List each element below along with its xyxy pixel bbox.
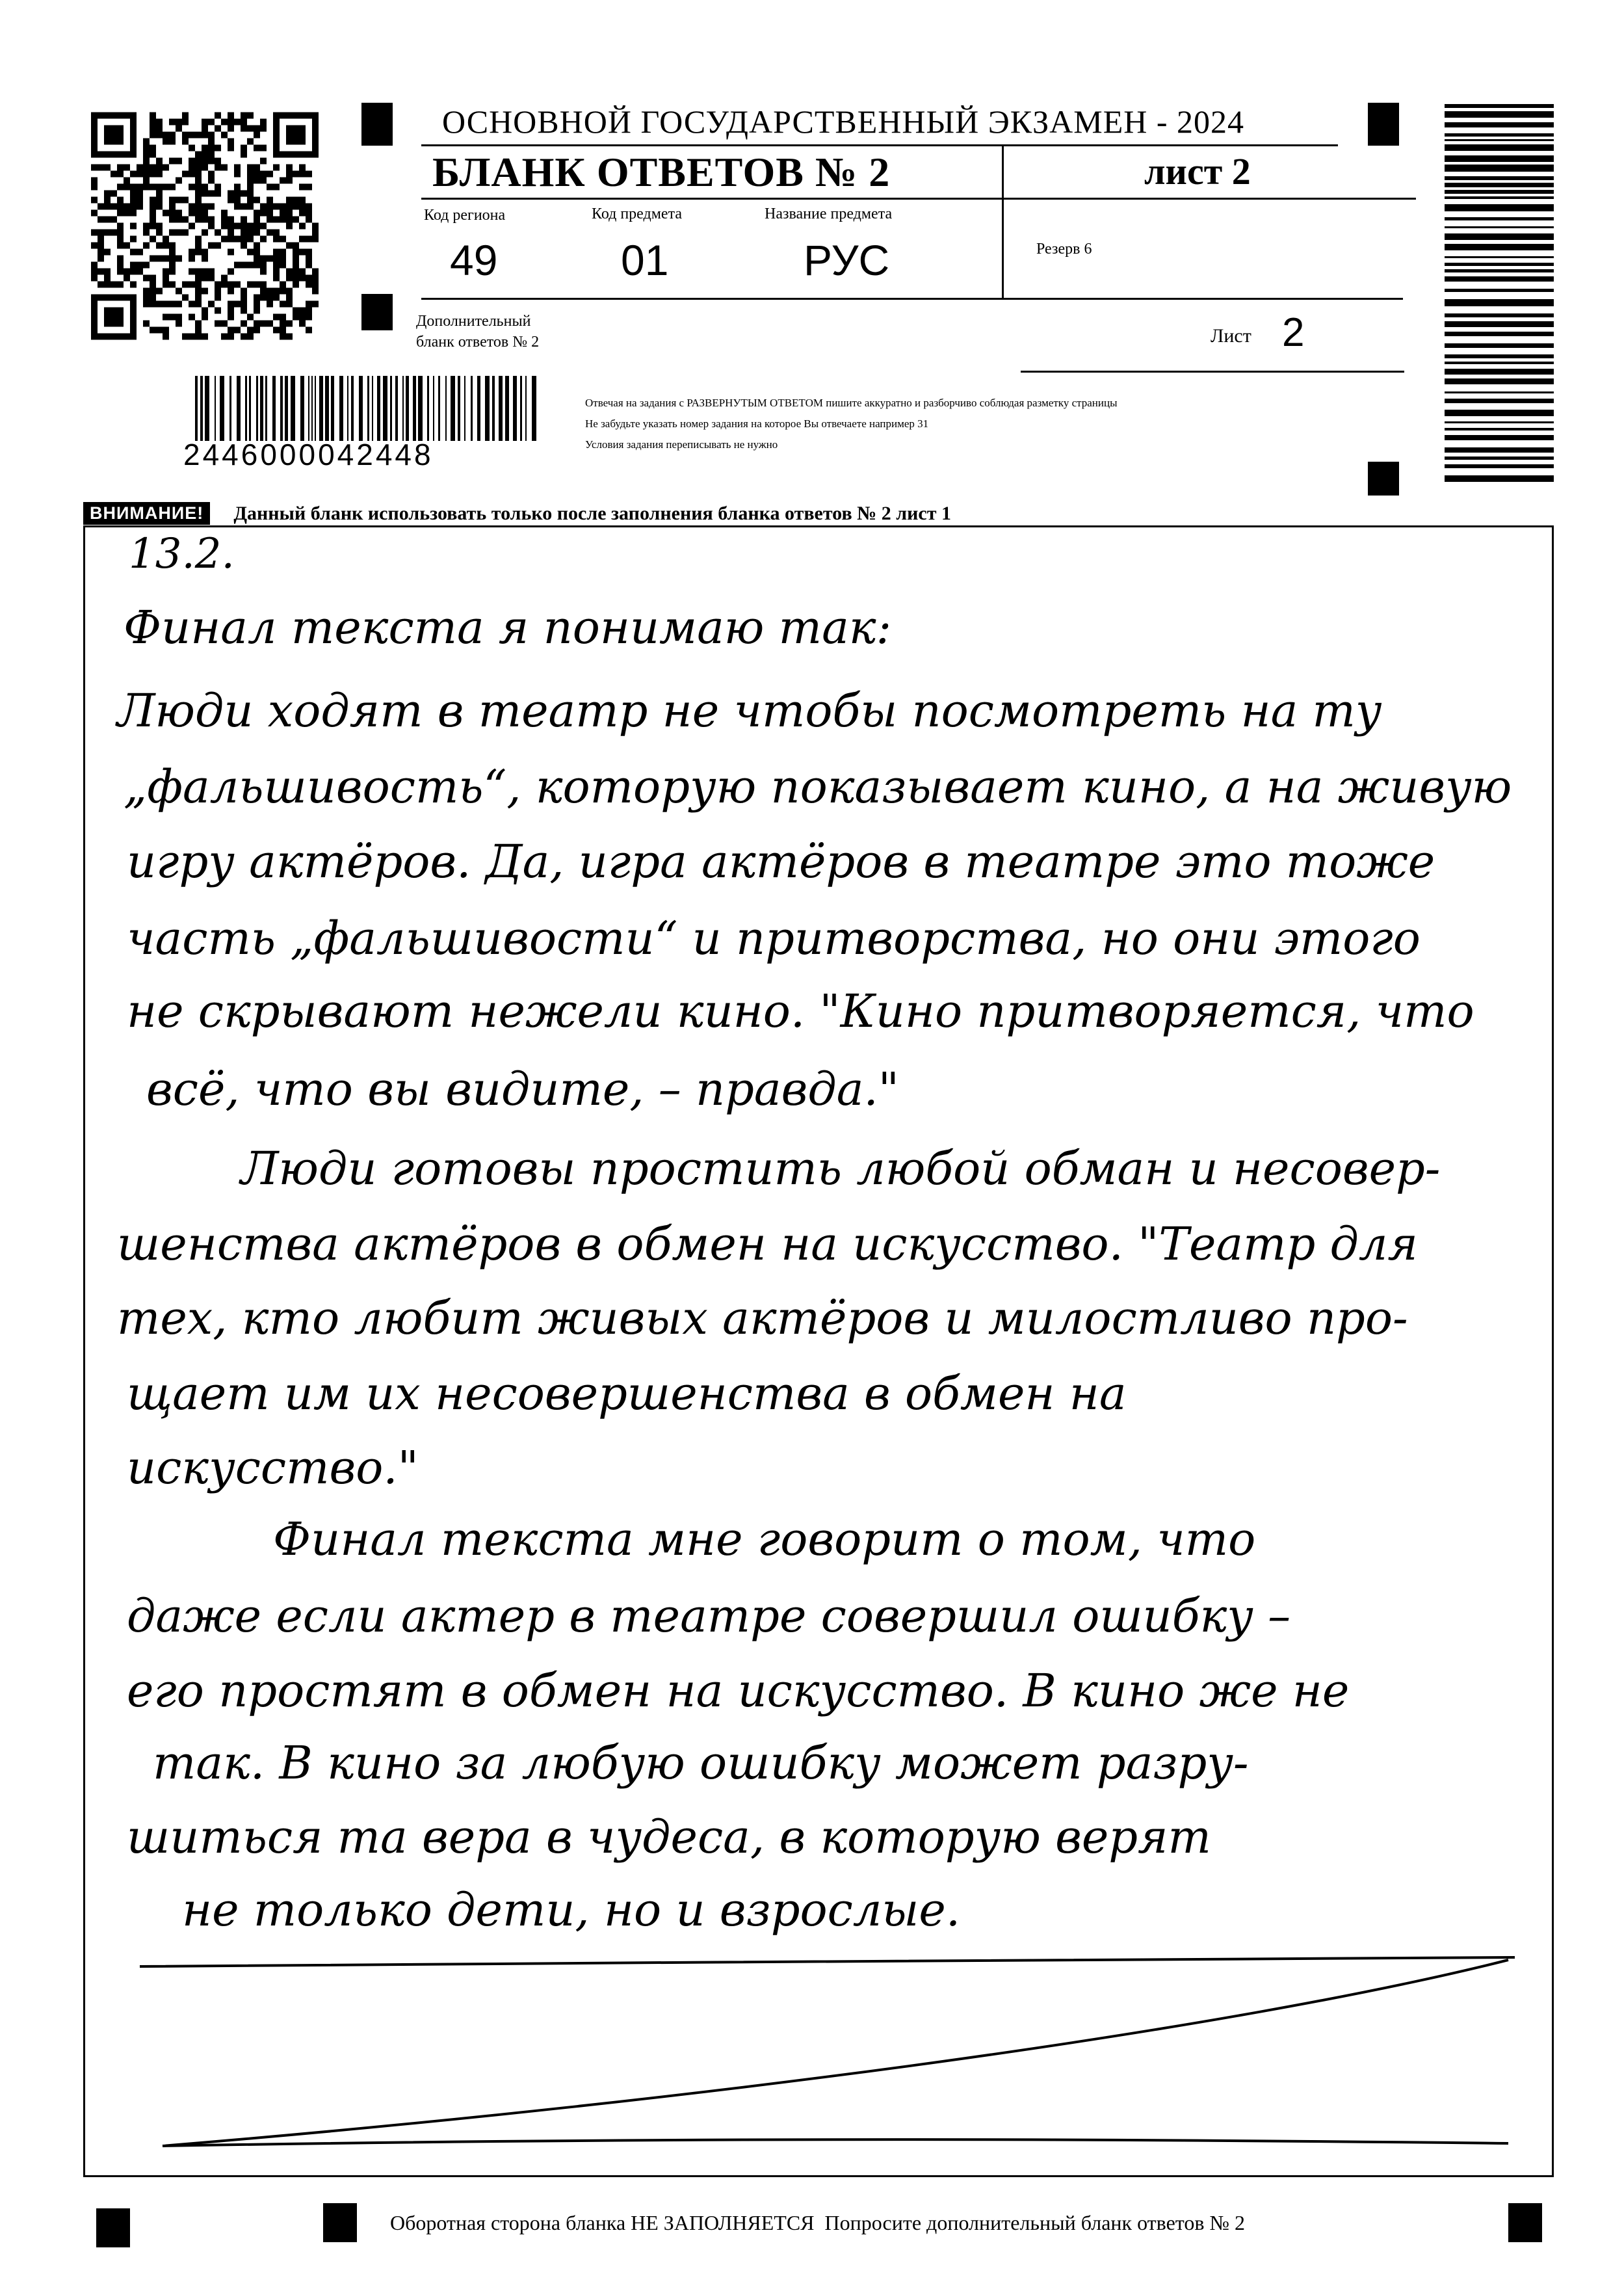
subject-name-label: Название предмета	[765, 205, 893, 222]
subject-name-value: РУС	[804, 236, 890, 284]
region-code-label: Код региона	[424, 207, 506, 224]
answer-line: „фальшивость“, которую показывает кино, а на живую	[124, 760, 1512, 814]
alignment-marker	[361, 294, 393, 330]
warning-strip	[83, 502, 951, 525]
answer-line: тех, кто любит живых актёров и милостливо про-	[117, 1291, 1408, 1345]
warning-badge: ВНИМАНИЕ!	[83, 502, 210, 525]
sheet-label: лист 2	[1144, 150, 1251, 192]
instruction-line: Условия задания переписывать не нужно	[585, 438, 778, 451]
qr-code	[91, 104, 319, 348]
subject-code-value: 01	[621, 236, 669, 284]
subject-code-label: Код предмета	[592, 205, 682, 222]
answer-line: искусство."	[127, 1441, 419, 1494]
region-code-value: 49	[450, 236, 498, 284]
answer-line: Люди готовы простить любой обман и несовер-	[241, 1142, 1441, 1195]
answer-line: игру актёров. Да, игра актёров в театре это тоже	[127, 835, 1435, 888]
header-divider	[1002, 146, 1004, 299]
answer-line: не скрывают нежели кино. "Кино притворяется, что	[127, 985, 1474, 1038]
alignment-marker	[96, 2208, 130, 2247]
barcode-number: 2446000042448	[183, 438, 434, 471]
header-rule	[421, 198, 1416, 200]
answer-line: не только дети, но и взрослые.	[182, 1883, 961, 1937]
header-rule	[421, 298, 1403, 300]
instruction-line: Отвечая на задания с РАЗВЕРНУТЫМ ОТВЕТОМ пишите аккуратно и разборчиво соблюдая разметку страницы	[585, 397, 1118, 409]
additional-label-line1: Дополнительный	[416, 313, 531, 330]
alignment-marker	[361, 103, 393, 146]
answer-line: шиться та вера в чудеса, в которую верят	[127, 1810, 1211, 1864]
warning-text: Данный бланк использовать только после заполнения бланка ответов № 2 лист 1	[233, 502, 951, 524]
footer-note: Оборотная сторона бланка НЕ ЗАПОЛНЯЕТСЯ Попросите дополнительный бланк ответов № 2	[390, 2211, 1245, 2234]
alignment-marker	[1368, 462, 1399, 496]
exam-title: ОСНОВНОЙ ГОСУДАРСТВЕННЫЙ ЭКЗАМЕН - 2024	[442, 103, 1244, 140]
answer-line: его простят в обмен на искусство. В кино же не	[127, 1664, 1350, 1717]
horizontal-barcode	[195, 376, 540, 441]
alignment-marker	[1368, 103, 1399, 146]
answer-line: шенства актёров в обмен на искусство. "Театр для	[117, 1217, 1418, 1271]
answer-line: Люди ходят в театр не чтобы посмотреть на ту	[117, 684, 1382, 737]
additional-label	[416, 311, 539, 352]
answer-line: даже если актер в театре совершил ошибку –	[127, 1589, 1291, 1643]
closing-strokes	[130, 1951, 1521, 2159]
answer-line: Финал текста мне говорит о том, что	[273, 1513, 1256, 1566]
answer-line: так. В кино за любую ошибку может разру-	[153, 1736, 1249, 1790]
instruction-line: Не забудьте указать номер задания на которое Вы отвечаете например 31	[585, 417, 929, 430]
answer-line: всё, что вы видите, – правда."	[146, 1063, 899, 1116]
list-number: 2	[1282, 310, 1305, 355]
header-rule	[1021, 371, 1404, 373]
instructions	[585, 393, 1118, 455]
answer-line: Финал текста я понимаю так:	[124, 601, 892, 654]
form-title: БЛАНК ОТВЕТОВ № 2	[432, 149, 891, 195]
answer-line: часть „фальшивости“ и притворства, но они этого	[127, 912, 1421, 965]
additional-label-line2: бланк ответов № 2	[416, 334, 540, 351]
vertical-barcode	[1445, 104, 1554, 488]
list-label: Лист	[1211, 325, 1251, 347]
reserve-label: Резерв 6	[1036, 241, 1092, 258]
answer-line: щает им их несовершенства в обмен на	[127, 1367, 1127, 1420]
task-number: 13.2.	[129, 530, 235, 578]
alignment-marker	[1508, 2203, 1542, 2242]
alignment-marker	[323, 2203, 357, 2242]
header-rule	[421, 144, 1338, 146]
